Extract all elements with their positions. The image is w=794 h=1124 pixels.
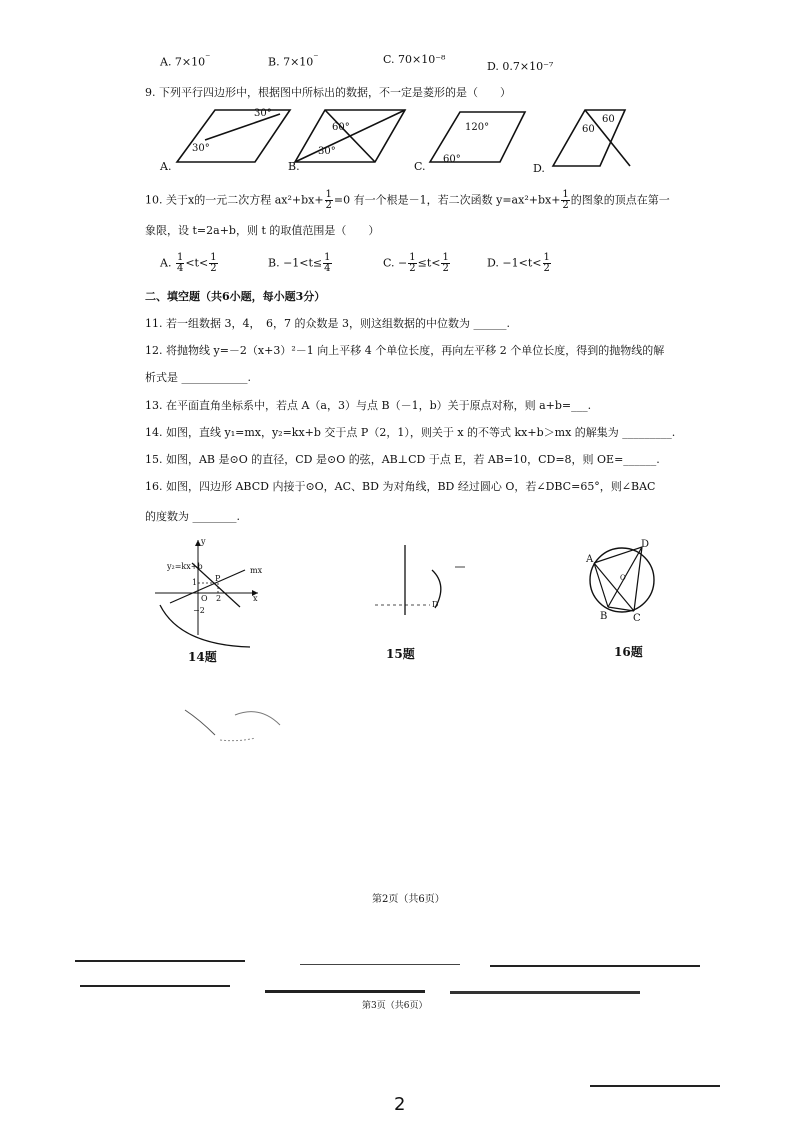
fig15-diagram bbox=[370, 540, 470, 620]
page-number: 2 bbox=[394, 1094, 406, 1115]
q9-c-angle2: 60° bbox=[443, 154, 461, 165]
fig14-diagram bbox=[150, 535, 280, 650]
q9-figure-b bbox=[285, 100, 415, 175]
q12-line1: 12. 将抛物线 y=－2（x+3）²－1 向上平移 4 个单位长度，再向左平移 2 个单位长度，得到的抛物线的解 bbox=[145, 344, 665, 357]
q8-option-c: C. 70×10⁻⁸ bbox=[383, 53, 446, 66]
fig16-point-b: B bbox=[600, 611, 608, 622]
fig14-caption: 14题 bbox=[188, 650, 217, 664]
q8-option-a: A. 7×10⁻ bbox=[160, 53, 211, 69]
fig14-y2-label: y₂=kx+b bbox=[167, 562, 203, 571]
footer-page2: 第2页（共6页） bbox=[372, 894, 445, 905]
fig14-tick-one: 1 bbox=[192, 578, 198, 587]
fig16-center-o: O bbox=[620, 574, 626, 582]
q14-text: 14. 如图，直线 y₁=mx，y₂=kx+b 交于点 P（2，1），则关于 x 的不等式 kx+b＞mx 的解集为 _________. bbox=[145, 426, 676, 439]
fig14-origin: O bbox=[201, 594, 208, 603]
fig14-tick-neg-two: −2 bbox=[193, 606, 205, 615]
q16-line2: 的度数为 ________. bbox=[145, 510, 240, 523]
q10-option-d: D. −1<t< $\frac{1}{2}$ bbox=[487, 252, 550, 274]
q9-figure-d bbox=[545, 100, 645, 175]
fig14-x-axis-label: x bbox=[253, 594, 258, 603]
q8-option-d: D. 0.7×10⁻⁷ bbox=[487, 60, 554, 73]
q15-text: 15. 如图，AB 是⊙O 的直径，CD 是⊙O 的弦，AB⊥CD 于点 E，若 AB=10，CD=8，则 OE=______. bbox=[145, 453, 660, 466]
q16-line1: 16. 如图，四边形 ABCD 内接于⊙O，AC、BD 为对角线，BD 经过圆心 O，若∠DBC=65°，则∠BAC bbox=[145, 480, 656, 493]
fig14-tick-two: 2 bbox=[216, 594, 222, 603]
section2-title: 二、填空题（共6小题，每小题3分） bbox=[145, 290, 326, 303]
fig14-mx-label: mx bbox=[250, 566, 263, 575]
fig16-point-a: A bbox=[586, 554, 594, 565]
q9-d-angle1: 60 bbox=[582, 124, 595, 135]
fig15-caption: 15题 bbox=[386, 647, 415, 661]
separator-line bbox=[490, 965, 700, 967]
separator-line bbox=[265, 990, 425, 993]
fig16-point-c: C bbox=[633, 613, 641, 624]
q9-label-c: C. bbox=[414, 160, 426, 173]
footer-page3: 第3页（共6页） bbox=[362, 1001, 428, 1011]
scan-smudge bbox=[180, 700, 290, 745]
q9-d-angle2: 60 bbox=[602, 114, 615, 125]
q9-a-angle1: 30° bbox=[254, 108, 272, 119]
q9-b-angle1: 60° bbox=[332, 122, 350, 133]
separator-line bbox=[80, 985, 230, 987]
q9-figure-c bbox=[415, 100, 530, 175]
q9-text: 9. 下列平行四边形中，根据图中所标出的数据，不一定是菱形的是（ ） bbox=[145, 86, 511, 99]
q8-option-b: B. 7×10⁻ bbox=[268, 53, 319, 69]
q12-line2: 析式是 ____________. bbox=[145, 371, 251, 384]
fig16-point-d: D bbox=[641, 539, 650, 550]
q13-text: 13. 在平面直角坐标系中，若点 A（a，3）与点 B（－1，b）关于原点对称，则 a+b=___. bbox=[145, 399, 592, 412]
q10-line1: 10. 关于x的一元二次方程 ax²+bx+ $\frac{1}{2}$ =0 有一个根是－1，若二次函数 y=ax²+bx+ $\frac{1}{2}$ 的图象的顶点在第一 bbox=[145, 189, 670, 211]
q9-label-a: A. bbox=[160, 160, 172, 173]
q9-label-b: B. bbox=[288, 160, 300, 173]
separator-line bbox=[590, 1085, 720, 1087]
fig16-caption: 16题 bbox=[614, 645, 643, 659]
fig14-point-p: P bbox=[215, 574, 221, 583]
q10-option-a: A. $\frac{1}{4}$ <t< $\frac{1}{2}$ bbox=[160, 252, 217, 274]
separator-line bbox=[75, 960, 245, 962]
fig15-point-d: D bbox=[432, 600, 439, 609]
q9-a-angle2: 30° bbox=[192, 143, 210, 154]
q10-option-b: B. −1<t≤ $\frac{1}{4}$ bbox=[268, 252, 331, 274]
fig14-y-axis-label: y bbox=[201, 537, 206, 546]
q11-text: 11. 若一组数据 3，4， 6，7 的众数是 3，则这组数据的中位数为 ______. bbox=[145, 317, 510, 330]
q10-line2: 象限，设 t=2a+b，则 t 的取值范围是（ ） bbox=[145, 224, 380, 237]
q9-c-angle1: 120° bbox=[465, 122, 490, 133]
q10-option-c: C. − $\frac{1}{2}$ ≤t< $\frac{1}{2}$ bbox=[383, 252, 449, 274]
q9-figure-a bbox=[155, 100, 295, 175]
separator-line bbox=[450, 991, 640, 994]
q9-b-angle2: 30° bbox=[318, 146, 336, 157]
q9-label-d: D. bbox=[533, 162, 545, 175]
separator-line bbox=[300, 964, 460, 965]
